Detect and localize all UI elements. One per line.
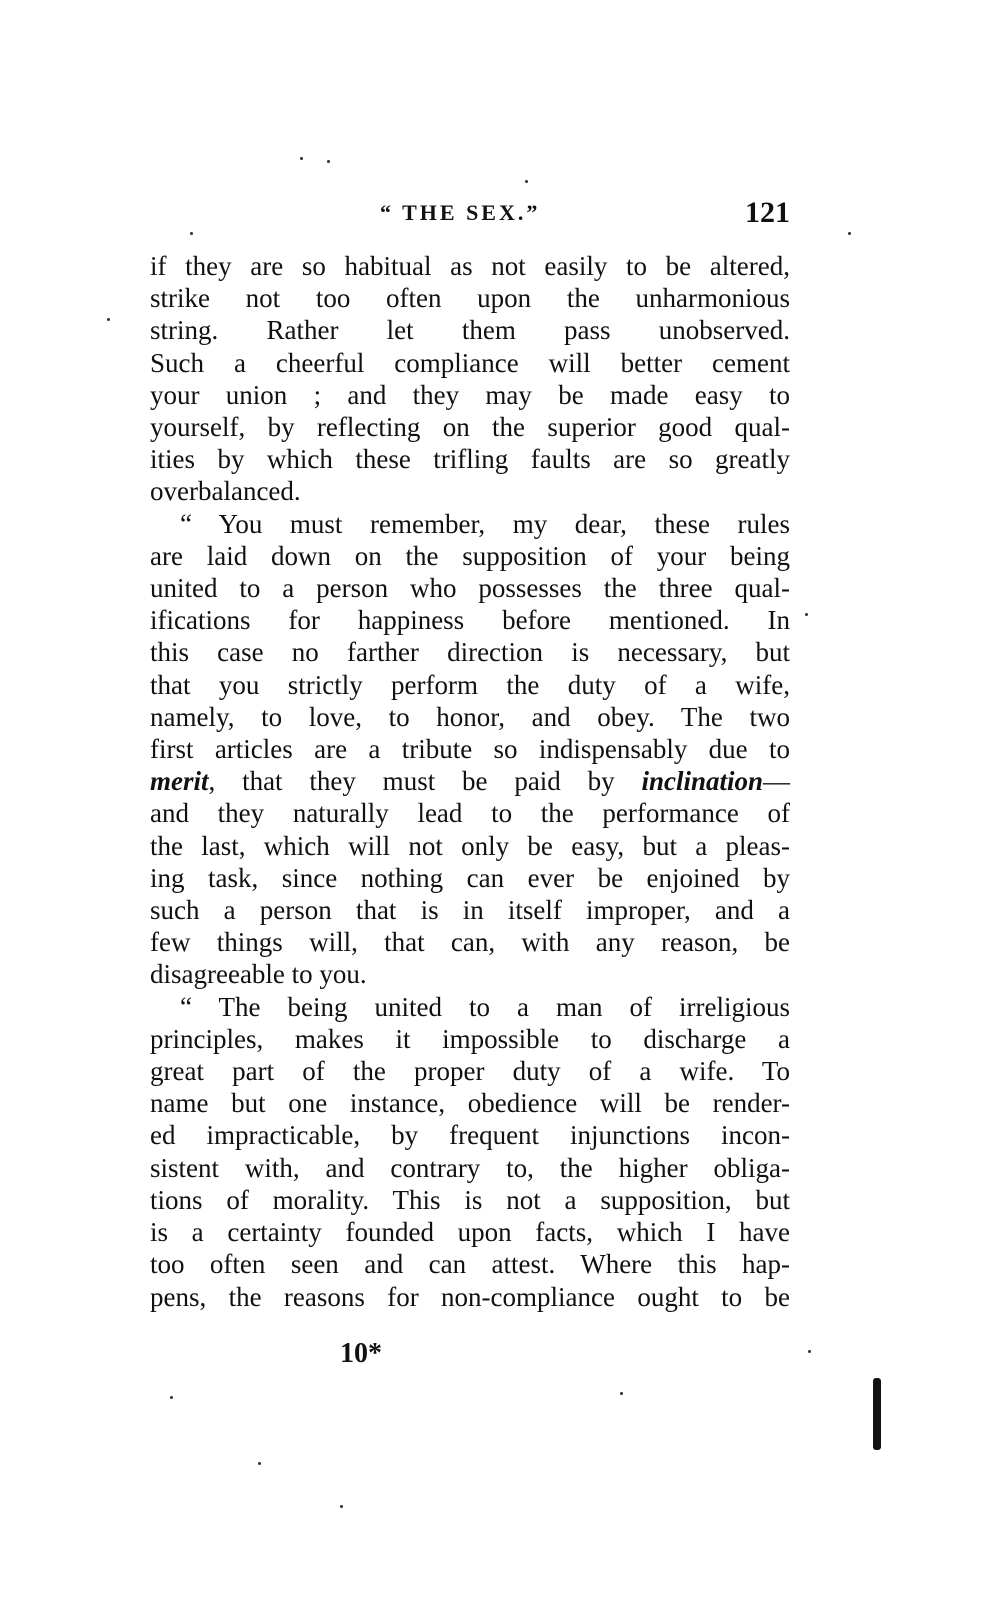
running-head: “ THE SEX.” <box>380 200 541 225</box>
text-line: such a person that is in itself improper, and a <box>150 895 790 926</box>
ink-speck <box>340 1505 343 1508</box>
text-line: your union ; and they may be made easy to <box>150 379 790 410</box>
page-header <box>150 196 790 236</box>
text-line: ities by which these trifling faults are so greatly <box>150 444 790 475</box>
ink-speck <box>848 232 851 235</box>
page-number: 121 <box>745 196 790 229</box>
ink-speck <box>808 1350 811 1353</box>
text-line: ed impracticable, by frequent injunctions incon- <box>150 1120 790 1151</box>
ink-speck <box>300 157 303 160</box>
text-line: disagreeable to you. <box>150 959 367 990</box>
ink-speck <box>620 1392 623 1395</box>
text-line: the last, which will not only be easy, but a pleas- <box>150 830 790 861</box>
signature-mark: 10* <box>340 1338 382 1369</box>
text-line: is a certainty founded upon facts, which I have <box>150 1217 790 1248</box>
emphasis-merit: merit <box>150 766 209 797</box>
text-line: Such a cheerful compliance will better cement <box>150 347 790 378</box>
text-line: and they naturally lead to the performance of <box>150 798 790 829</box>
text-line: this case no farther direction is necessary, but <box>150 637 790 668</box>
text-line: great part of the proper duty of a wife. To <box>150 1056 790 1087</box>
emphasis-inclination: inclination <box>641 766 763 797</box>
text-line: tions of morality. This is not a supposition, but <box>150 1184 790 1215</box>
ink-speck <box>107 318 110 321</box>
text-line: overbalanced. <box>150 476 301 507</box>
binding-ink-mark <box>873 1378 881 1450</box>
text-line: yourself, by reflecting on the superior good qual- <box>150 412 790 443</box>
text-line: first articles are a tribute so indispensably due to <box>150 734 790 765</box>
text-line: pens, the reasons for non-compliance ought to be <box>150 1281 790 1312</box>
em-dash: — <box>763 766 790 797</box>
text-line: sistent with, and contrary to, the higher obliga- <box>150 1152 790 1183</box>
text-line: principles, makes it impossible to discharge a <box>150 1023 790 1054</box>
body-text <box>150 250 790 1313</box>
text-line: ing task, since nothing can ever be enjoined by <box>150 862 790 893</box>
line-middle-text: , that they must be paid by <box>208 766 642 797</box>
ink-speck <box>190 232 193 235</box>
ink-speck <box>170 1396 173 1399</box>
text-line: ifications for happiness before mentioned. In <box>150 605 790 636</box>
text-line: strike not too often upon the unharmonious <box>150 283 790 314</box>
ink-speck <box>805 613 808 616</box>
text-line: name but one instance, obedience will be render- <box>150 1088 790 1119</box>
text-line: too often seen and can attest. Where this hap- <box>150 1249 790 1280</box>
text-line: that you strictly perform the duty of a wife, <box>150 669 790 700</box>
paragraph-start-line: “ The being united to a man of irreligious <box>180 991 790 1022</box>
ink-speck <box>327 160 330 163</box>
ink-speck <box>258 1462 261 1465</box>
text-line: string. Rather let them pass unobserved. <box>150 315 790 346</box>
text-line: if they are so habitual as not easily to be altered, <box>150 251 790 281</box>
text-line: namely, to love, to honor, and obey. The two <box>150 701 790 732</box>
text-line-with-emphasis <box>150 765 790 797</box>
paragraph-start-line: “ You must remember, my dear, these rules <box>180 508 790 539</box>
ink-speck <box>525 180 528 183</box>
text-line: are laid down on the supposition of your being <box>150 540 790 571</box>
text-line: united to a person who possesses the three qual- <box>150 573 790 604</box>
text-line: few things will, that can, with any reason, be <box>150 927 790 958</box>
